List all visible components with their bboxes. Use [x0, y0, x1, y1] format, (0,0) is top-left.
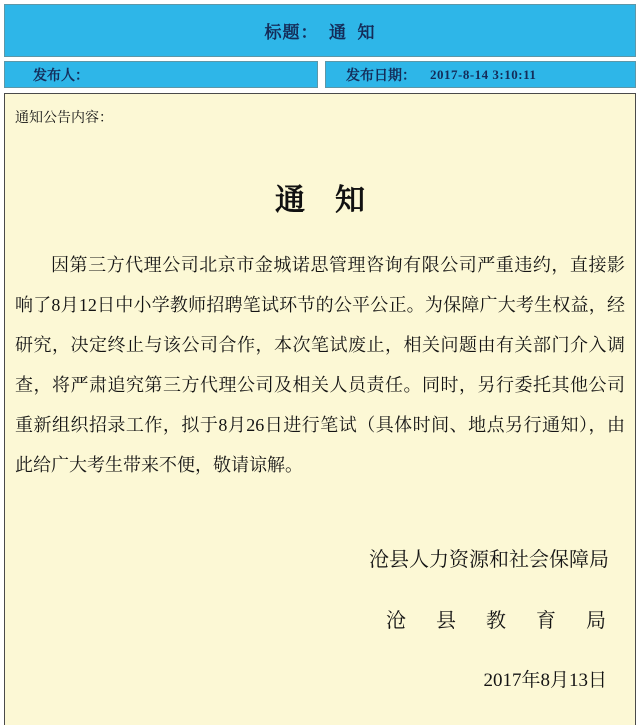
publish-date-bar [325, 61, 636, 88]
notice-body-line: 响了8月12日中小学教师招聘笔试环节的公平公正。为保障广大考生权益，经 [15, 295, 625, 315]
signature-org-education-bureau: 沧 县 教 育 局 [386, 610, 611, 632]
notice-body-line: 此给广大考生带来不便，敬请谅解。 [15, 455, 303, 475]
publish-date-label: 发布日期： [346, 68, 416, 84]
notice-body [15, 245, 625, 485]
publisher-label: 发布人： [4, 61, 318, 88]
notice-body-line: 重新组织招录工作，拟于8月26日进行笔试（具体时间、地点另行通知），由 [15, 415, 625, 435]
signature-org-hr-bureau: 沧县人力资源和社会保障局 [369, 549, 609, 571]
content-section-label: 通知公告内容： [15, 111, 113, 126]
notice-body-line: 因第三方代理公司北京市金城诺思管理咨询有限公司严重违约，直接影 [51, 255, 625, 275]
page-title-bar: 标题： 通 知 [4, 4, 636, 57]
signature-date: 2017年8月13日 [483, 670, 607, 691]
notice-body-line: 研究，决定终止与该公司合作，本次笔试废止，相关问题由有关部门介入调 [15, 335, 625, 355]
publish-date-value: 2017-8-14 3:10:11 [430, 66, 537, 82]
notice-content-panel [4, 93, 636, 725]
notice-title: 通 知 [275, 184, 365, 217]
notice-body-line: 查，将严肃追究第三方代理公司及相关人员责任。同时，另行委托其他公司 [15, 375, 625, 395]
meta-row [4, 61, 636, 88]
